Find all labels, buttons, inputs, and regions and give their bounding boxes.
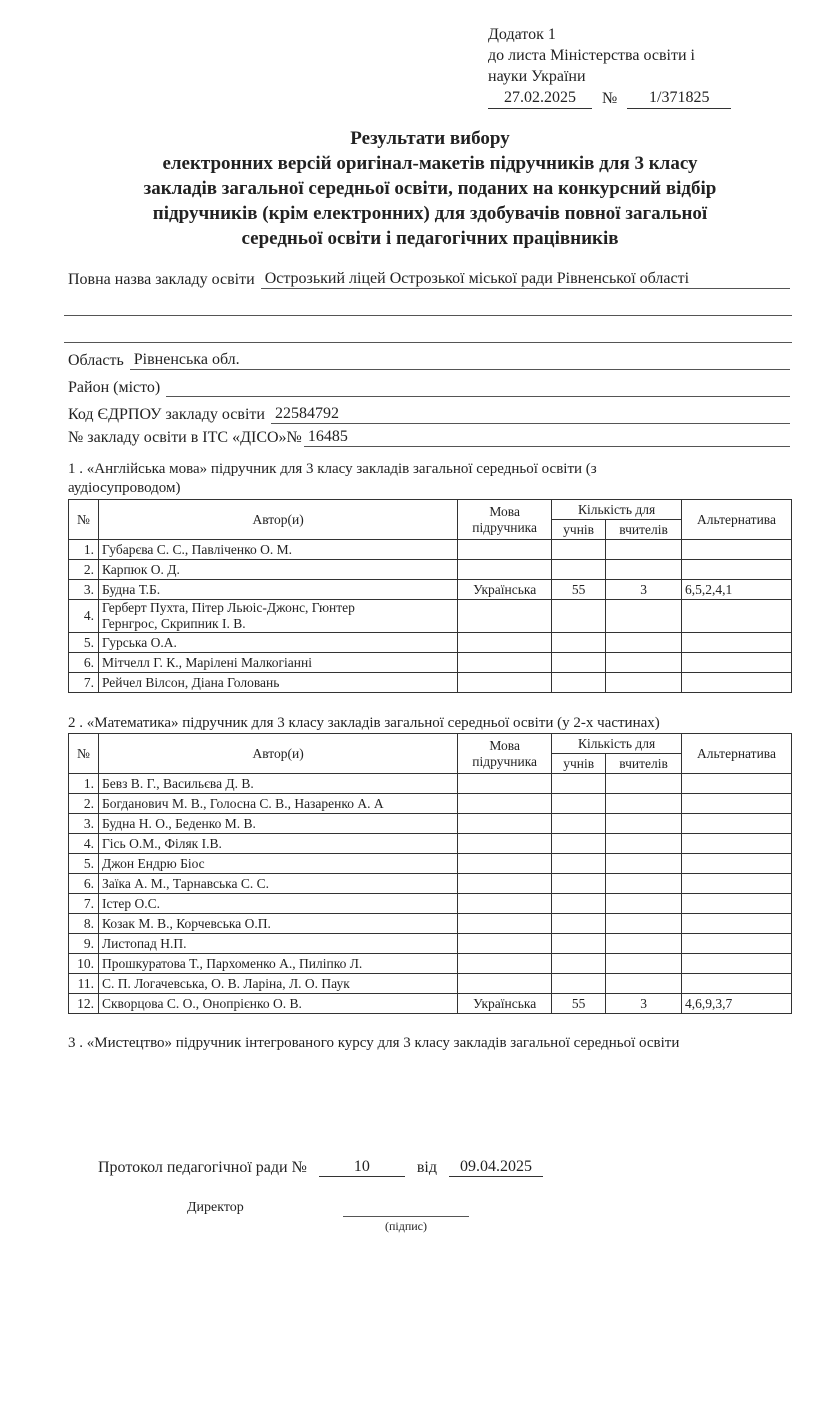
protocol-label: Протокол педагогічної ради № <box>98 1159 307 1176</box>
author-cell: Гісь О.М., Філяк І.В. <box>98 834 457 854</box>
table-row: 5. Джон Ендрю Біос <box>69 854 792 874</box>
author-cell: Листопад Н.П. <box>98 934 457 954</box>
header-qty: Кількість для <box>552 500 682 520</box>
header-alt: Альтернатива <box>682 734 792 774</box>
table-row: 4. Гісь О.М., Філяк І.В. <box>69 834 792 854</box>
addendum-block <box>488 24 731 109</box>
table-row: 1. Бевз В. Г., Васильєва Д. В. <box>69 774 792 794</box>
district-value <box>166 378 790 397</box>
table-row: 2. Богданович М. В., Голосна С. В., Назаренко А. А <box>69 794 792 814</box>
section3-title: 3 . «Мистецтво» підручник інтегрованого курсу для 3 класу закладів загальної середньої освіти <box>68 1035 680 1051</box>
title-line: середньої освіти і педагогічних працівників <box>241 228 619 249</box>
author-cell: Мітчелл Г. К., Марілені Малкогіанні <box>98 653 457 673</box>
district-field <box>68 378 790 397</box>
edrpou-label: Код ЄДРПОУ закладу освіти <box>68 406 265 423</box>
fullname-field <box>68 270 790 289</box>
blank-line <box>64 342 792 343</box>
teachers-cell: 3 <box>606 994 682 1014</box>
header-no: № <box>69 500 99 540</box>
table-row: 7. Рейчел Вілсон, Діана Головань <box>69 673 792 693</box>
students-cell: 55 <box>552 580 606 600</box>
author-cell: Будна Н. О., Беденко М. В. <box>98 814 457 834</box>
header-lang: Мова підручника <box>458 500 552 540</box>
header-qty: Кількість для <box>552 734 682 754</box>
addendum-line2: до листа Міністерства освіти і <box>488 47 695 64</box>
author-cell: Карпюк О. Д. <box>98 560 457 580</box>
table-row: 4. Герберт Пухта, Пітер Льюіс-Джонс, Гюнтер Гернгрос, Скрипник І. В. <box>69 600 792 633</box>
table-row: 3. Будна Н. О., Беденко М. В. <box>69 814 792 834</box>
signature-line <box>343 1216 469 1217</box>
table-row: 1. Губарєва С. С., Павліченко О. М. <box>69 540 792 560</box>
protocol-date: 09.04.2025 <box>449 1158 543 1177</box>
title-line: закладів загальної середньої освіти, поданих на конкурсний відбір <box>143 178 717 199</box>
addendum-line3: науки України <box>488 68 586 85</box>
alt-cell: 6,5,2,4,1 <box>682 580 792 600</box>
section1-title <box>68 460 798 498</box>
signature-caption: (підпис) <box>384 1219 428 1233</box>
section1-title-line: 1 . «Англійська мова» підручник для 3 класу закладів загальної середньої освіти (з <box>68 461 597 477</box>
author-cell: Скворцова С. О., Онопрієнко О. В. <box>98 994 457 1014</box>
table-row: 9. Листопад Н.П. <box>69 934 792 954</box>
students-cell: 55 <box>552 994 606 1014</box>
author-cell: Прошкуратова Т., Пархоменко А., Пиліпко Л. <box>98 954 457 974</box>
section1-title-line: аудіосупроводом) <box>68 480 181 496</box>
alt-cell: 4,6,9,3,7 <box>682 994 792 1014</box>
section2-title: 2 . «Математика» підручник для 3 класу закладів загальної середньої освіти (у 2-х частинах) <box>68 715 660 731</box>
addendum-number: 1/371825 <box>627 87 731 109</box>
fullname-label: Повна назва закладу освіти <box>68 271 255 288</box>
region-field <box>68 351 790 370</box>
author-cell: Герберт Пухта, Пітер Льюіс-Джонс, Гюнтер Гернгрос, Скрипник І. В. <box>98 600 457 633</box>
title-line: Результати вибору <box>350 128 510 149</box>
header-alt: Альтернатива <box>682 500 792 540</box>
addendum-date: 27.02.2025 <box>488 87 592 109</box>
table-header-row <box>69 734 792 754</box>
table-row: 6. Заїка А. М., Тарнавська С. С. <box>69 874 792 894</box>
addendum-line1: Додаток 1 <box>488 26 556 43</box>
its-field <box>68 428 790 447</box>
protocol-number: 10 <box>319 1158 405 1177</box>
protocol-from-label: від <box>416 1159 437 1176</box>
table-row: 10. Прошкуратова Т., Пархоменко А., Пиліпко Л. <box>69 954 792 974</box>
author-cell: Козак М. В., Корчевська О.П. <box>98 914 457 934</box>
table-row: 7. Істер О.С. <box>69 894 792 914</box>
edrpou-field <box>68 405 790 424</box>
author-cell: Будна Т.Б. <box>98 580 457 600</box>
table-row: 6. Мітчелл Г. К., Марілені Малкогіанні <box>69 653 792 673</box>
author-cell: С. П. Логачевська, О. В. Ларіна, Л. О. Паук <box>98 974 457 994</box>
edrpou-value: 22584792 <box>271 405 790 424</box>
region-label: Область <box>68 352 124 369</box>
table-row: 2. Карпюк О. Д. <box>69 560 792 580</box>
header-author: Автор(и) <box>98 500 457 540</box>
author-cell: Бевз В. Г., Васильєва Д. В. <box>98 774 457 794</box>
fullname-value: Острозький ліцей Острозької міської ради Рівненської області <box>261 270 790 289</box>
teachers-cell: 3 <box>606 580 682 600</box>
district-label: Район (місто) <box>68 379 161 396</box>
author-cell: Джон Ендрю Біос <box>98 854 457 874</box>
blank-line <box>64 315 792 316</box>
table-row: 12. Скворцова С. О., Онопрієнко О. В. Українська 55 3 4,6,9,3,7 <box>69 994 792 1014</box>
section1-table <box>68 499 792 693</box>
document-title <box>60 126 800 251</box>
section2-table <box>68 733 792 1014</box>
its-value: 16485 <box>304 428 790 447</box>
lang-cell: Українська <box>458 580 552 600</box>
table-header-row <box>69 500 792 520</box>
table-row: 11. С. П. Логачевська, О. В. Ларіна, Л. О. Паук <box>69 974 792 994</box>
author-cell: Губарєва С. С., Павліченко О. М. <box>98 540 457 560</box>
addendum-reference <box>488 87 731 109</box>
header-students: учнів <box>552 520 606 540</box>
title-line: електронних версій оригінал-макетів підручників для 3 класу <box>162 153 698 174</box>
director-label: Директор <box>187 1200 244 1215</box>
header-no: № <box>69 734 99 774</box>
region-value: Рівненська обл. <box>130 351 790 370</box>
header-teachers: вчителів <box>606 754 682 774</box>
header-author: Автор(и) <box>98 734 457 774</box>
its-label: № закладу освіти в ІТС «ДІСО»№ <box>68 429 302 446</box>
header-teachers: вчителів <box>606 520 682 540</box>
table-row: 3. Будна Т.Б. Українська 55 3 6,5,2,4,1 <box>69 580 792 600</box>
table-row: 5. Гурська О.А. <box>69 633 792 653</box>
protocol-line <box>98 1158 543 1177</box>
author-cell: Істер О.С. <box>98 894 457 914</box>
author-cell: Рейчел Вілсон, Діана Головань <box>98 673 457 693</box>
author-cell: Заїка А. М., Тарнавська С. С. <box>98 874 457 894</box>
addendum-number-sign: № <box>602 90 618 107</box>
author-cell: Богданович М. В., Голосна С. В., Назаренко А. А <box>98 794 457 814</box>
table-row: 8. Козак М. В., Корчевська О.П. <box>69 914 792 934</box>
lang-cell: Українська <box>458 994 552 1014</box>
author-cell: Гурська О.А. <box>98 633 457 653</box>
title-line: підручників (крім електронних) для здобувачів повної загальної <box>152 203 708 224</box>
header-lang: Мова підручника <box>458 734 552 774</box>
header-students: учнів <box>552 754 606 774</box>
